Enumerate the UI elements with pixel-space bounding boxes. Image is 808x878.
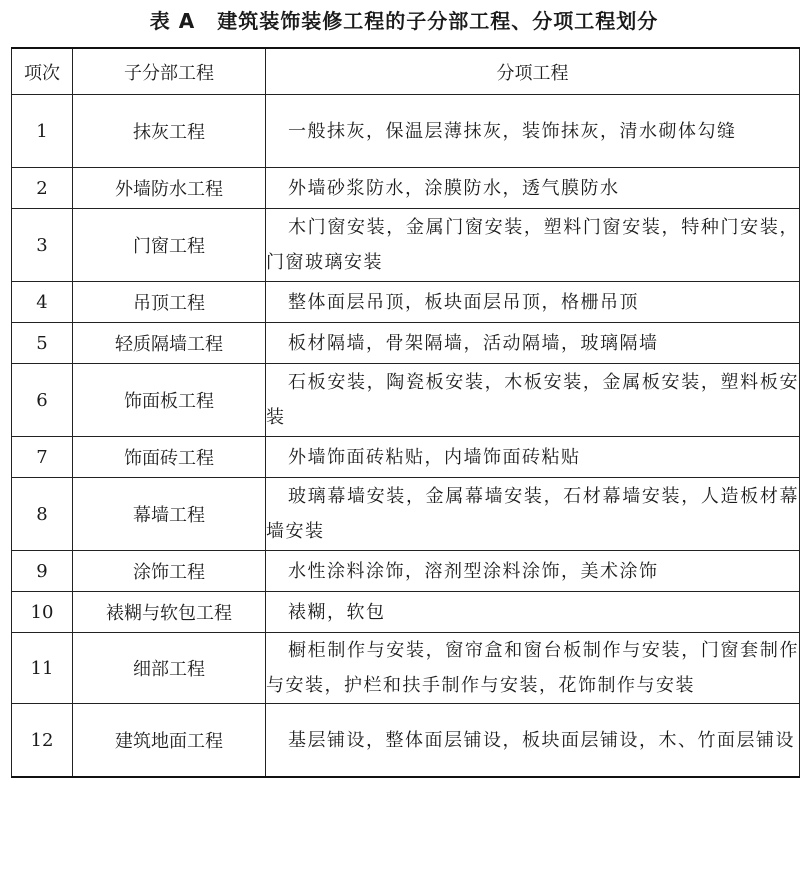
table-row: [12, 168, 800, 209]
row-index: 3: [12, 209, 73, 282]
row-items: 一般抹灰，保温层薄抹灰，装饰抹灰，清水砌体勾缝: [266, 95, 800, 168]
table-row: [12, 282, 800, 323]
row-index: 10: [12, 592, 73, 633]
table-caption: 建筑装饰装修工程的子分部工程、分项工程划分: [217, 9, 659, 33]
row-sub-division: 外墙防水工程: [73, 168, 266, 209]
table-row: [12, 323, 800, 364]
table-row: [12, 592, 800, 633]
table-row: [12, 551, 800, 592]
row-items: 板材隔墙，骨架隔墙，活动隔墙，玻璃隔墙: [266, 323, 800, 364]
row-index: 11: [12, 633, 73, 704]
row-items: 石板安装，陶瓷板安装，木板安装，金属板安装，塑料板安装: [266, 364, 800, 437]
row-sub-division: 细部工程: [73, 633, 266, 704]
row-sub-division: 门窗工程: [73, 209, 266, 282]
table-row: [12, 209, 800, 282]
row-sub-division: 涂饰工程: [73, 551, 266, 592]
row-sub-division: 饰面板工程: [73, 364, 266, 437]
row-items: 橱柜制作与安装，窗帘盒和窗台板制作与安装，门窗套制作与安装，护栏和扶手制作与安装，花饰制作与安装: [266, 633, 800, 704]
table-number: 表 A: [149, 9, 196, 33]
row-index: 7: [12, 437, 73, 478]
table-row: [12, 437, 800, 478]
row-index: 8: [12, 478, 73, 551]
table-row: [12, 478, 800, 551]
row-items: 木门窗安装，金属门窗安装，塑料门窗安装，特种门安装，门窗玻璃安装: [266, 209, 800, 282]
row-sub-division: 建筑地面工程: [73, 704, 266, 778]
row-index: 6: [12, 364, 73, 437]
row-items: 水性涂料涂饰，溶剂型涂料涂饰，美术涂饰: [266, 551, 800, 592]
division-table: [11, 47, 800, 778]
table-row: [12, 95, 800, 168]
table-title: [0, 6, 808, 36]
row-sub-division: 抹灰工程: [73, 95, 266, 168]
row-items: 整体面层吊顶，板块面层吊顶，格栅吊顶: [266, 282, 800, 323]
row-index: 4: [12, 282, 73, 323]
row-items: 外墙砂浆防水，涂膜防水，透气膜防水: [266, 168, 800, 209]
row-index: 12: [12, 704, 73, 778]
row-sub-division: 幕墙工程: [73, 478, 266, 551]
row-sub-division: 轻质隔墙工程: [73, 323, 266, 364]
table-row: [12, 704, 800, 778]
row-items: 裱糊，软包: [266, 592, 800, 633]
row-items: 玻璃幕墙安装，金属幕墙安装，石材幕墙安装，人造板材幕墙安装: [266, 478, 800, 551]
row-items: 基层铺设，整体面层铺设，板块面层铺设，木、竹面层铺设: [266, 704, 800, 778]
row-items: 外墙饰面砖粘贴，内墙饰面砖粘贴: [266, 437, 800, 478]
row-index: 9: [12, 551, 73, 592]
row-sub-division: 裱糊与软包工程: [73, 592, 266, 633]
row-sub-division: 饰面砖工程: [73, 437, 266, 478]
table-row: [12, 364, 800, 437]
row-index: 2: [12, 168, 73, 209]
row-sub-division: 吊顶工程: [73, 282, 266, 323]
header-row: [12, 48, 800, 95]
row-index: 5: [12, 323, 73, 364]
header-index: 项次: [12, 48, 73, 95]
header-sub-division: 子分部工程: [73, 48, 266, 95]
row-index: 1: [12, 95, 73, 168]
table-row: [12, 633, 800, 704]
header-items: 分项工程: [266, 48, 800, 95]
